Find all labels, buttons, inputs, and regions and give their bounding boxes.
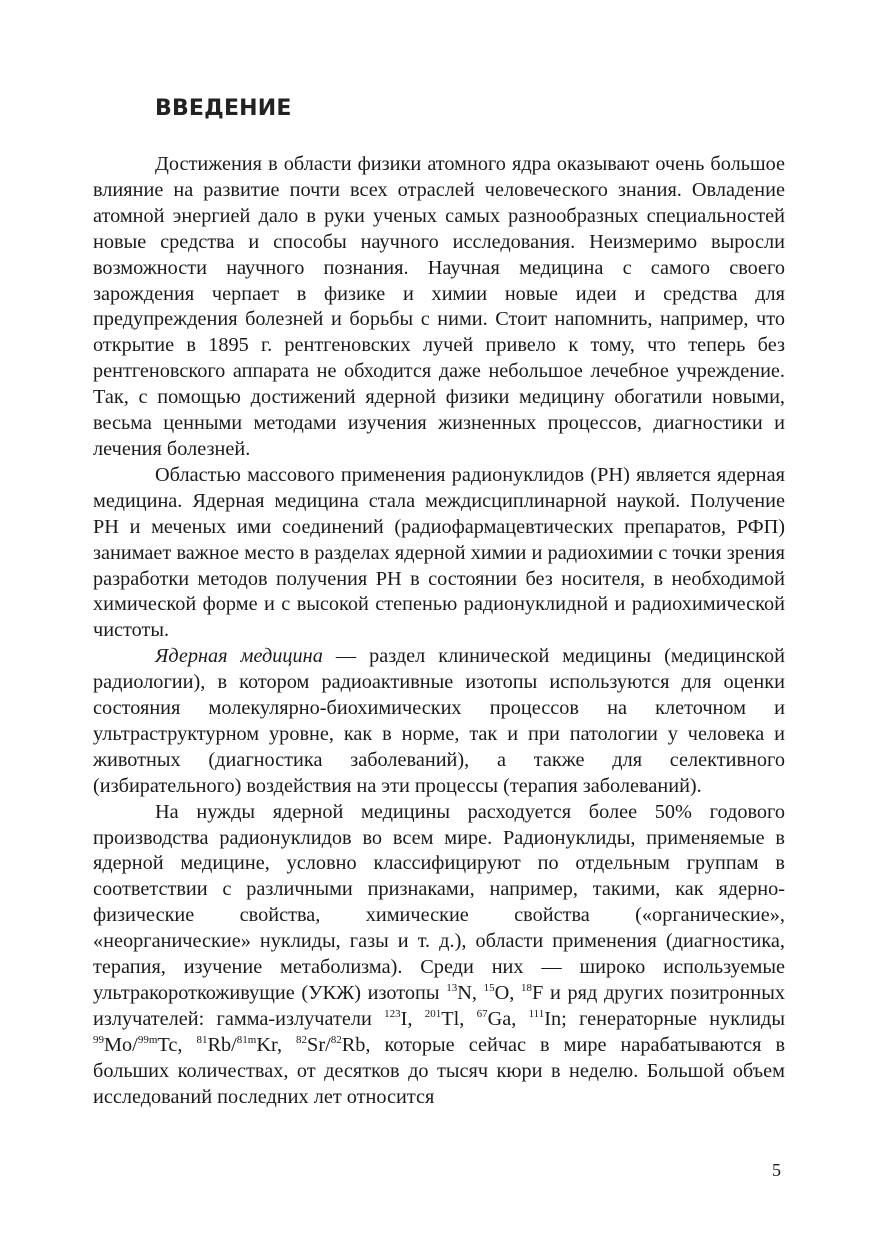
isotope-mass: 15 [483, 982, 495, 994]
isotope-symbol: Mo/ [104, 1033, 138, 1056]
isotope-mass: 82 [330, 1033, 342, 1046]
paragraph-4-text-c: ; генераторные нуклиды [561, 1007, 785, 1030]
paragraph-3-text: — раздел клинической медицины (медицинской радиологии), в котором радиоактивные изотопы используются для оценки состояния молекулярно-биохимических процессов на клеточном и ультраструктурном уровне, как в норме, так и при патологии у человека и животных (диагностика заболеваний), а также для селективного (избирательного) воздействия на эти процессы (терапия заболеваний). [93, 645, 785, 797]
separator: , [459, 1007, 477, 1030]
isotope-mass: 67 [476, 1007, 488, 1020]
isotope-mass: 111 [528, 1007, 545, 1020]
isotope-symbol: N [457, 982, 472, 1004]
separator: , [471, 982, 484, 1004]
isotope-mass: 99 [93, 1033, 104, 1046]
page-number: 5 [772, 1160, 781, 1180]
isotope-symbol: In [544, 1007, 562, 1030]
isotope-symbol: Tc [157, 1033, 178, 1056]
body-text [93, 152, 785, 1111]
paragraph-1: Достижения в области физики атомного ядра оказывают очень большое влияние на развитие почти всех отраслей человеческого знания. Овладение атомной энергией дало в руки ученых самых разнообразных специальностей новые средства и способы научного исследования. Неизмеримо выросли возможности научного познания. Научная медицина с самого своего зарождения черпает в физике и химии новые идеи и средства для предупреждения болезней и борьбы с ними. Стоит напомнить, например, что открытие в 1895 г. рентгеновских лучей привело к тому, что теперь без рентгеновского аппарата не обходится даже небольшое лечебное учреждение. Так, с помощью достижений ядерной физики медицину обогатили новыми, весьма ценными методами изучения жизненных процессов, диагностики и лечения болезней. [93, 153, 785, 460]
isotope-symbol: Rb [341, 1033, 366, 1056]
paragraph-2: Областью массового применения радионуклидов (РН) является ядерная медицина. Ядерная медицина стала междисциплинарной наукой. Получение РН и меченых ими соединений (радиофармацевтических препаратов, РФП) занимает важное место в разделах ядерной химии и радиохимии с точки зрения разработки методов получения РН в состоянии без носителя, в необходимой химической форме и с высокой степенью радионуклидной и радиохимической чистоты. [93, 463, 785, 642]
separator: , [509, 982, 522, 1004]
paragraph-4 [93, 800, 785, 1111]
separator: , [511, 1007, 529, 1030]
isotope-symbol: I [400, 1007, 408, 1030]
isotope-mass: 82 [296, 1033, 308, 1046]
separator: , [407, 1007, 425, 1030]
separator: , [177, 1033, 197, 1056]
separator: , [276, 1033, 297, 1056]
paragraph-3 [93, 644, 785, 799]
isotope-symbol: Tl [441, 1007, 460, 1030]
isotope-mass: 201 [424, 1007, 442, 1020]
isotope-mass: 18 [521, 982, 533, 994]
paragraph-4-text-d: , которые сейчас в мире нарабатываются в больших количествах, от десятков до тысяч кюри в неделю. Большой объем исследований последних лет относится [93, 1033, 786, 1108]
paragraph-4-text-b: и ряд других позитронных излучателей: гамма-излучатели [93, 982, 786, 1030]
isotope-mass: 81m [236, 1033, 257, 1046]
isotope-mass: 13 [446, 982, 458, 994]
section-heading: ВВЕДЕНИЕ [155, 96, 292, 121]
italic-term: Ядерная медицина [155, 645, 323, 668]
isotope-symbol: Kr [256, 1033, 277, 1056]
isotope-mass: 81 [196, 1033, 208, 1046]
isotope-mass: 99m [137, 1033, 158, 1046]
isotope-symbol: F [532, 982, 544, 1004]
isotope-symbol: Ga [487, 1007, 512, 1030]
paragraph-4-text-a: На нужды ядерной медицины расходуется более 50% годового производства радионуклидов во всем мире. Радионуклиды, применяемые в ядерной медицине, условно классифицируют по отдельным группам в соответствии с различными признаками, например, такими, как ядерно-физические свойства, химические свойства («органические», «неорганические» нуклиды, газы и т. д.), области применения (диагностика, терапия, изучение метаболизма). Среди них — широко используемые ультракороткоживущие (УКЖ) изотопы [93, 800, 785, 1004]
isotope-symbol: O [494, 982, 510, 1004]
isotope-symbol: Rb/ [207, 1033, 237, 1056]
isotope-symbol: Sr/ [307, 1033, 331, 1056]
isotope-mass: 123 [384, 1007, 401, 1020]
